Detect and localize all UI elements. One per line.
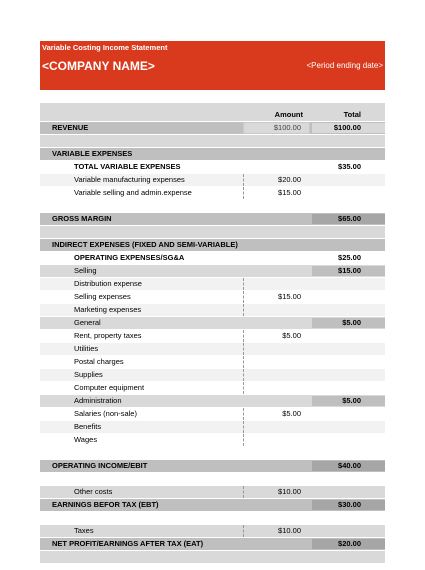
period-ending-date[interactable]: <Period ending date> <box>306 61 383 70</box>
company-name[interactable]: <COMPANY NAME> <box>42 59 155 73</box>
amount-cell[interactable] <box>243 304 309 316</box>
amount-cell[interactable] <box>243 343 309 355</box>
line-item-row[interactable] <box>40 330 385 343</box>
amount-cell[interactable] <box>243 369 309 381</box>
selling-expenses-amount: $15.00 <box>278 292 301 301</box>
revenue-label: REVENUE <box>52 123 89 132</box>
operating-income-row[interactable] <box>40 460 385 473</box>
rent-label: Rent, property taxes <box>74 331 142 340</box>
line-item-row[interactable] <box>40 421 385 434</box>
gross-margin-row[interactable] <box>40 213 385 226</box>
line-item-row[interactable] <box>40 278 385 291</box>
taxes-row[interactable] <box>40 525 385 538</box>
spacer-row <box>40 135 385 148</box>
spacer-row <box>40 447 385 460</box>
administration-label: Administration <box>74 396 122 405</box>
amount-cell[interactable] <box>243 278 309 290</box>
administration-total: $5.00 <box>342 396 361 405</box>
total-column-header: Total <box>343 110 361 119</box>
wages-label: Wages <box>74 435 98 444</box>
general-subheader-row[interactable] <box>40 317 385 330</box>
line-item-row[interactable] <box>40 356 385 369</box>
indirect-expenses-header <box>40 239 385 252</box>
line-item-row[interactable] <box>40 291 385 304</box>
distribution-label: Distribution expense <box>74 279 142 288</box>
utilities-label: Utilities <box>74 344 99 353</box>
spacer-row <box>40 473 385 486</box>
var-sell-label: Variable selling and admin.expense <box>74 188 192 197</box>
net-profit-row[interactable] <box>40 538 385 551</box>
line-item-row[interactable] <box>40 343 385 356</box>
salaries-label: Salaries (non-sale) <box>74 409 137 418</box>
spacer-row <box>40 90 385 103</box>
gross-margin-total: $65.00 <box>338 214 361 223</box>
selling-expenses-label: Selling expenses <box>74 292 131 301</box>
marketing-label: Marketing expenses <box>74 305 142 314</box>
indirect-expenses-label: INDIRECT EXPENSES (FIXED AND SEMI-VARIABLE) <box>52 240 238 249</box>
selling-subheader-row[interactable] <box>40 265 385 278</box>
amount-cell[interactable] <box>243 421 309 433</box>
revenue-row[interactable] <box>40 122 385 135</box>
line-item-row[interactable] <box>40 434 385 447</box>
ebt-total: $30.00 <box>338 500 361 509</box>
amount-column-header: Amount <box>274 110 303 119</box>
var-mfg-label: Variable manufacturing expenses <box>74 175 185 184</box>
operating-income-total: $40.00 <box>338 461 361 470</box>
spacer-row <box>40 512 385 525</box>
taxes-label: Taxes <box>74 526 94 535</box>
total-variable-label: TOTAL VARIABLE EXPENSES <box>74 162 181 171</box>
operating-income-label: OPERATING INCOME/EBIT <box>52 461 148 470</box>
other-costs-label: Other costs <box>74 487 113 496</box>
general-label: General <box>74 318 101 327</box>
total-variable-total: $35.00 <box>338 162 361 171</box>
total-variable-row[interactable] <box>40 161 385 174</box>
salaries-amount: $5.00 <box>282 409 301 418</box>
line-item-row[interactable] <box>40 187 385 200</box>
revenue-total: $100.00 <box>333 123 361 132</box>
line-item-row[interactable] <box>40 382 385 395</box>
administration-subheader-row[interactable] <box>40 395 385 408</box>
gross-margin-label: GROSS MARGIN <box>52 214 112 223</box>
column-header-row <box>40 103 385 122</box>
ebt-label: EARNINGS BEFOR TAX (EBT) <box>52 500 159 509</box>
selling-label: Selling <box>74 266 97 275</box>
spacer-row <box>40 226 385 239</box>
amount-cell[interactable] <box>243 434 309 446</box>
var-sell-amount: $15.00 <box>278 188 301 197</box>
amount-cell[interactable] <box>243 356 309 368</box>
postal-label: Postal charges <box>74 357 124 366</box>
net-profit-total: $20.00 <box>338 539 361 548</box>
general-total: $5.00 <box>342 318 361 327</box>
amount-cell[interactable] <box>243 382 309 394</box>
spacer-row <box>40 551 385 564</box>
variable-expenses-label: VARIABLE EXPENSES <box>52 149 133 158</box>
header-banner <box>40 41 385 90</box>
other-costs-row[interactable] <box>40 486 385 499</box>
ebt-row[interactable] <box>40 499 385 512</box>
variable-expenses-header <box>40 148 385 161</box>
operating-expenses-row[interactable] <box>40 252 385 265</box>
rent-amount: $5.00 <box>282 331 301 340</box>
line-item-row[interactable] <box>40 369 385 382</box>
revenue-amount: $100.00 <box>273 123 301 132</box>
var-mfg-amount: $20.00 <box>278 175 301 184</box>
supplies-label: Supplies <box>74 370 103 379</box>
line-item-row[interactable] <box>40 304 385 317</box>
other-costs-amount: $10.00 <box>278 487 301 496</box>
taxes-amount: $10.00 <box>278 526 301 535</box>
spacer-row <box>40 200 385 213</box>
computer-label: Computer equipment <box>74 383 145 392</box>
benefits-label: Benefits <box>74 422 102 431</box>
operating-expenses-total: $25.00 <box>338 253 361 262</box>
net-profit-label: NET PROFIT/EARNINGS AFTER TAX (EAT) <box>52 539 204 548</box>
line-item-row[interactable] <box>40 174 385 187</box>
selling-total: $15.00 <box>338 266 361 275</box>
line-item-row[interactable] <box>40 408 385 421</box>
operating-expenses-label: OPERATING EXPENSES/SG&A <box>74 253 185 262</box>
document-title[interactable]: Variable Costing Income Statement <box>42 43 168 52</box>
income-statement-sheet <box>40 41 385 564</box>
